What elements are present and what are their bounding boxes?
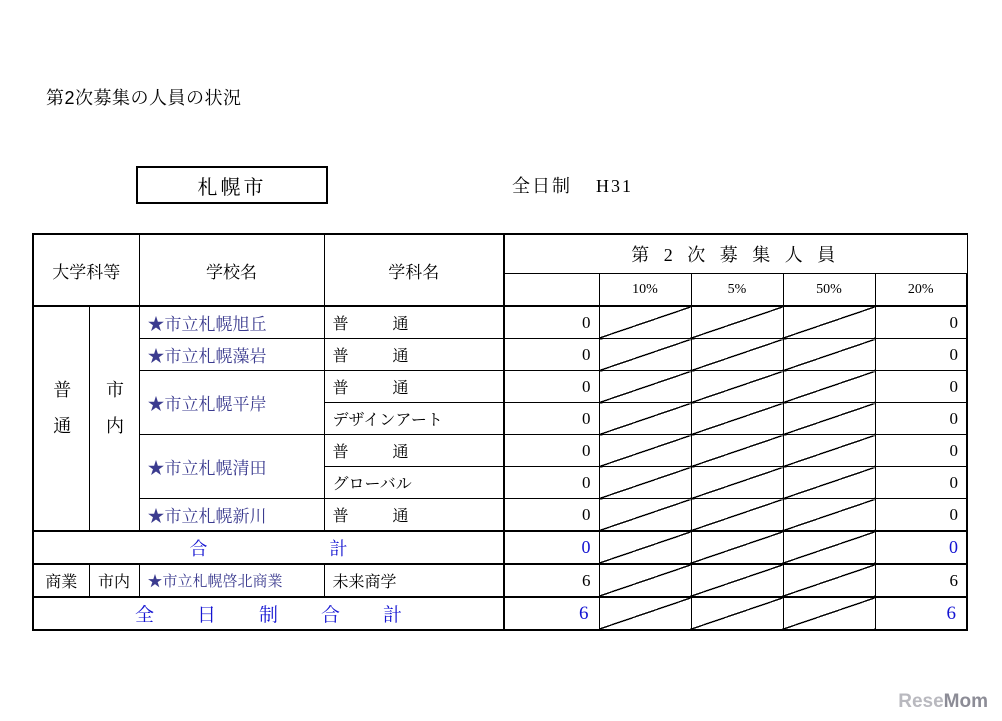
cell-total-applicants: 0 bbox=[504, 467, 599, 499]
cell-slash bbox=[691, 403, 783, 435]
cell-second-recruit: 0 bbox=[875, 403, 967, 435]
subtotal-second: 0 bbox=[875, 531, 967, 564]
cell-school-name: ★市立札幌平岸 bbox=[139, 371, 324, 435]
cell-slash bbox=[599, 499, 691, 532]
cell-slash bbox=[691, 467, 783, 499]
cell-slash bbox=[599, 435, 691, 467]
cell-second-recruit: 6 bbox=[875, 564, 967, 597]
table-row-commerce bbox=[33, 564, 967, 597]
table-subtotal-row bbox=[33, 531, 967, 564]
header-pct-2: 5% bbox=[691, 274, 783, 307]
cell-second-recruit: 0 bbox=[875, 499, 967, 532]
cell-slash bbox=[691, 306, 783, 339]
table-header-row-1 bbox=[33, 234, 967, 274]
subtitle-mode: 全日制 bbox=[512, 176, 572, 196]
cell-second-recruit: 0 bbox=[875, 371, 967, 403]
subtotal-total: 0 bbox=[504, 531, 599, 564]
cell-slash bbox=[691, 531, 783, 564]
area-vertical-text: 市内 bbox=[104, 380, 124, 452]
cell-school-name: ★市立札幌旭丘 bbox=[139, 306, 324, 339]
cell-dept-name: グローバル bbox=[324, 467, 504, 499]
cell-school-name: ★市立札幌藻岩 bbox=[139, 339, 324, 371]
cell-dept-name: 普 通 bbox=[324, 435, 504, 467]
cell-slash bbox=[783, 339, 875, 371]
cell-total-applicants: 6 bbox=[504, 564, 599, 597]
cell-slash bbox=[599, 403, 691, 435]
cell-second-recruit: 0 bbox=[875, 467, 967, 499]
cell-slash bbox=[599, 339, 691, 371]
table-row bbox=[33, 339, 967, 371]
cell-dept-name: 普 通 bbox=[324, 339, 504, 371]
cell-area-shinai: 市内 bbox=[89, 564, 139, 597]
table-row bbox=[33, 499, 967, 532]
cell-total-applicants: 0 bbox=[504, 499, 599, 532]
cell-slash bbox=[783, 597, 875, 630]
category-vertical-text: 普通 bbox=[51, 380, 72, 452]
cell-category-futsuu bbox=[33, 306, 89, 531]
watermark bbox=[898, 691, 988, 713]
table-row bbox=[33, 371, 967, 403]
cell-school-name: ★市立札幌新川 bbox=[139, 499, 324, 532]
cell-dept-name: 普 通 bbox=[324, 499, 504, 532]
cell-slash bbox=[783, 403, 875, 435]
subtitle bbox=[512, 172, 633, 198]
cell-second-recruit: 0 bbox=[875, 435, 967, 467]
header-blank bbox=[504, 274, 599, 307]
cell-slash bbox=[783, 306, 875, 339]
subtitle-year: H31 bbox=[596, 176, 633, 196]
watermark-suffix: Mom bbox=[943, 691, 988, 712]
cell-slash bbox=[691, 435, 783, 467]
cell-slash bbox=[691, 499, 783, 532]
cell-slash bbox=[783, 499, 875, 532]
header-group-title: 第 2 次 募 集 人 員 bbox=[504, 234, 967, 274]
cell-slash bbox=[599, 597, 691, 630]
table-row bbox=[33, 435, 967, 467]
cell-slash bbox=[599, 371, 691, 403]
cell-school-name: ★市立札幌啓北商業 bbox=[139, 564, 324, 597]
cell-total-applicants: 0 bbox=[504, 435, 599, 467]
cell-total-applicants: 0 bbox=[504, 403, 599, 435]
subtotal-label: 合 計 bbox=[33, 531, 504, 564]
cell-slash bbox=[783, 371, 875, 403]
cell-slash bbox=[599, 467, 691, 499]
cell-slash bbox=[691, 339, 783, 371]
city-label: 札幌市 bbox=[197, 176, 267, 199]
table-row bbox=[33, 306, 967, 339]
cell-second-recruit: 0 bbox=[875, 339, 967, 371]
cell-slash bbox=[599, 306, 691, 339]
watermark-prefix: Rese bbox=[898, 691, 944, 712]
header-category: 大学科等 bbox=[33, 234, 139, 306]
header-pct-1: 10% bbox=[599, 274, 691, 307]
recruitment-table bbox=[32, 233, 968, 631]
cell-total-applicants: 0 bbox=[504, 339, 599, 371]
grand-total-total: 6 bbox=[504, 597, 599, 630]
cell-second-recruit: 0 bbox=[875, 306, 967, 339]
header-pct-4: 20% bbox=[875, 274, 967, 307]
page-title: 第2次募集の人員の状況 bbox=[46, 88, 242, 108]
cell-slash bbox=[783, 531, 875, 564]
header-school: 学校名 bbox=[139, 234, 324, 306]
cell-area-shinai bbox=[89, 306, 139, 531]
cell-dept-name: 普 通 bbox=[324, 371, 504, 403]
cell-dept-name: 未来商学 bbox=[324, 564, 504, 597]
grand-total-label: 全 日 制 合 計 bbox=[33, 597, 504, 630]
cell-dept-name: デザインアート bbox=[324, 403, 504, 435]
cell-slash bbox=[691, 564, 783, 597]
cell-slash bbox=[599, 531, 691, 564]
cell-slash bbox=[783, 467, 875, 499]
header-pct-3: 50% bbox=[783, 274, 875, 307]
cell-slash bbox=[783, 564, 875, 597]
header-dept: 学科名 bbox=[324, 234, 504, 306]
cell-slash bbox=[599, 564, 691, 597]
cell-slash bbox=[691, 371, 783, 403]
city-label-box bbox=[136, 166, 328, 204]
cell-total-applicants: 0 bbox=[504, 371, 599, 403]
cell-school-name: ★市立札幌清田 bbox=[139, 435, 324, 499]
cell-slash bbox=[783, 435, 875, 467]
cell-dept-name: 普 通 bbox=[324, 306, 504, 339]
cell-total-applicants: 0 bbox=[504, 306, 599, 339]
cell-category-shogyo: 商業 bbox=[33, 564, 89, 597]
cell-slash bbox=[691, 597, 783, 630]
table-grand-total-row bbox=[33, 597, 967, 630]
grand-total-second: 6 bbox=[875, 597, 967, 630]
